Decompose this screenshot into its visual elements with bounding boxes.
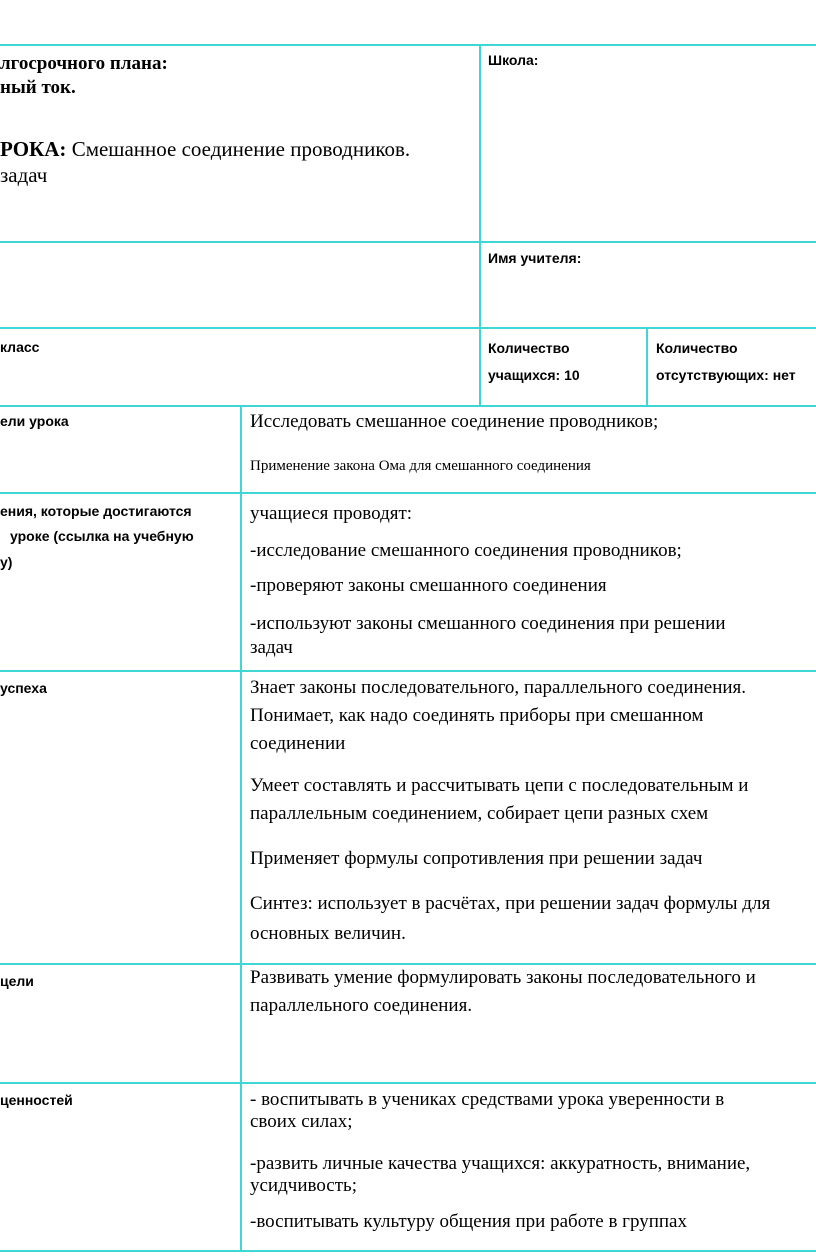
success-line: Понимает, как надо соединять приборы при смешанном — [250, 705, 704, 726]
class-label: класс — [0, 339, 40, 355]
objectives-line: учащиеся проводят: — [250, 503, 413, 524]
table-border — [0, 670, 816, 672]
success-line: Умеет составлять и рассчитывать цепи с последовательным и — [250, 775, 749, 796]
success-line: соединении — [250, 733, 346, 754]
success-line: Синтез: использует в расчётах, при решении задач формулы для — [250, 893, 771, 914]
lesson-topic-text: Смешанное соединение проводников. — [66, 137, 411, 161]
objectives-line: -используют законы смешанного соединения при решении — [250, 613, 726, 634]
table-border-top — [0, 44, 816, 46]
table-border-bottom — [0, 1250, 816, 1252]
values-line: -воспитывать культуру общения при работе в группах — [250, 1211, 687, 1232]
table-border — [0, 327, 816, 329]
objectives-label: уроке (ссылка на учебную — [10, 528, 194, 544]
lesson-topic-line2: задач — [0, 163, 48, 187]
values-line: усидчивость; — [250, 1175, 357, 1196]
lesson-topic — [0, 136, 410, 162]
objectives-label: ения, которые достигаются — [0, 503, 192, 519]
lesson-topic-label: РОКА: — [0, 137, 67, 161]
plan-title-line2: ный ток. — [0, 77, 76, 98]
language-goals-line: Развивать умение формулировать законы последовательного и — [250, 967, 756, 988]
table-border — [0, 405, 816, 407]
table-border — [0, 241, 816, 243]
absent-count-line2: отсутствующих: нет — [656, 367, 796, 383]
students-count-line2: учащихся: 10 — [488, 367, 580, 383]
values-line: - воспитывать в учениках средствами урока уверенности в — [250, 1089, 725, 1110]
table-border — [646, 327, 648, 407]
objectives-line: -исследование смешанного соединения проводников; — [250, 540, 682, 561]
objectives-line: -проверяют законы смешанного соединения — [250, 575, 607, 596]
values-line: своих силах; — [250, 1111, 353, 1132]
language-goals-line: параллельного соединения. — [250, 995, 473, 1016]
table-border — [240, 405, 242, 1252]
success-line: основных величин. — [250, 923, 406, 944]
success-line: Применяет формулы сопротивления при решении задач — [250, 848, 703, 869]
table-border — [479, 44, 481, 407]
objectives-line: задач — [250, 637, 293, 658]
goals-line: Применение закона Ома для смешанного соединения — [250, 458, 591, 474]
success-label: успеха — [0, 680, 47, 696]
values-line: -развить личные качества учащихся: аккуратность, внимание, — [250, 1153, 751, 1174]
success-line: Знает законы последовательного, параллельного соединения. — [250, 677, 747, 698]
success-line: параллельным соединением, собирает цепи разных схем — [250, 803, 709, 824]
school-label: Школа: — [488, 52, 539, 68]
goals-label: ели урока — [0, 413, 69, 429]
values-label: ценностей — [0, 1092, 73, 1108]
table-border — [0, 1082, 816, 1084]
objectives-label: у) — [0, 554, 13, 570]
absent-count-line1: Количество — [656, 340, 738, 356]
language-goals-label: цели — [0, 973, 34, 989]
table-border — [0, 492, 816, 494]
students-count-line1: Количество — [488, 340, 570, 356]
teacher-label: Имя учителя: — [488, 250, 582, 266]
plan-title-line1: лгосрочного плана: — [0, 53, 168, 74]
table-border — [0, 963, 816, 965]
goals-line: Исследовать смешанное соединение проводников; — [250, 411, 659, 432]
